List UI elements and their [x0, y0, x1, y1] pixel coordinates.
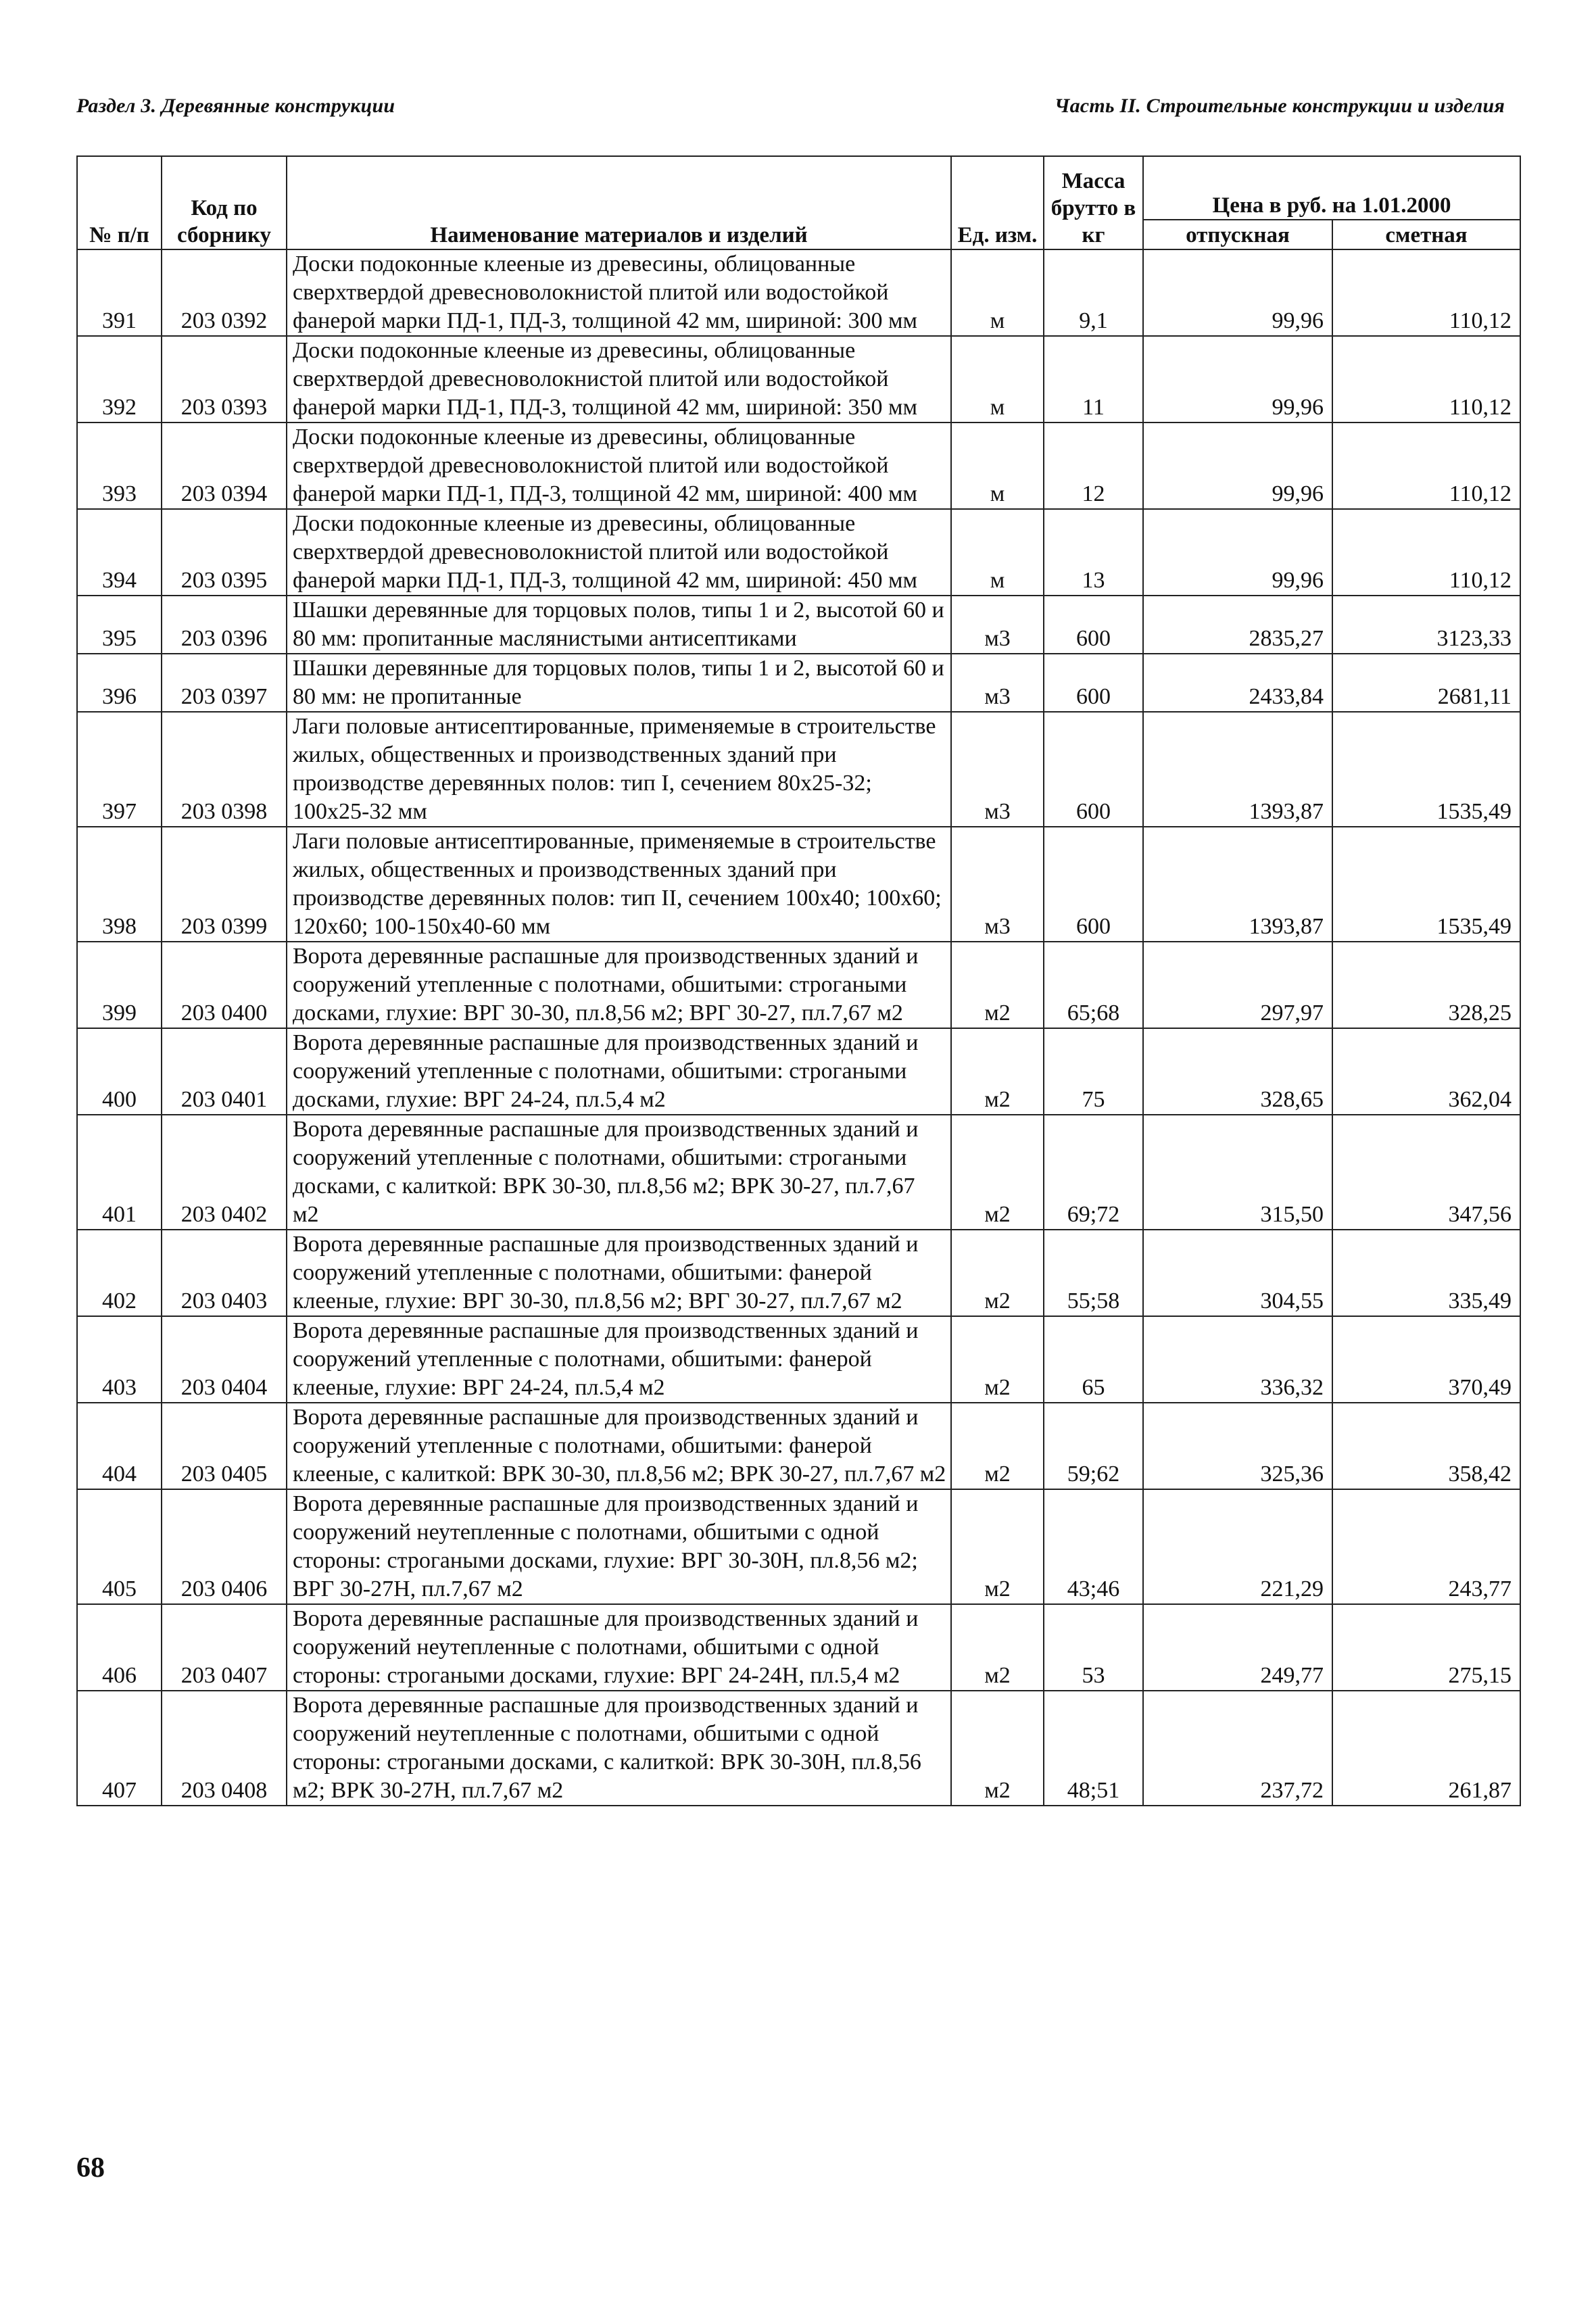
table-body: [77, 249, 1520, 1806]
cell-mass: 13: [1044, 509, 1143, 596]
cell-mass: 65: [1044, 1316, 1143, 1403]
col-header-price-release: отпускная: [1143, 220, 1332, 249]
cell-price-release: 336,32: [1143, 1316, 1332, 1403]
table-row: [77, 942, 1520, 1028]
cell-num: 398: [77, 827, 162, 942]
cell-mass: 65;68: [1044, 942, 1143, 1028]
cell-num: 402: [77, 1230, 162, 1316]
cell-code: 203 0406: [162, 1489, 287, 1604]
table-row: [77, 1691, 1520, 1806]
cell-name: Ворота деревянные распашные для производственных зданий и сооружений утепленные с полотнами, обшитыми: фанерой клееные, с калиткой: ВРК 30-30, пл.8,56 м2; ВРК 30-27, пл.7,67 м2: [287, 1403, 951, 1489]
cell-name: Доски подоконные клееные из древесины, облицованные сверхтвердой древесноволокнистой плитой или водостойкой фанерой марки ПД-1, ПД-3, толщиной 42 мм, шириной: 350 мм: [287, 336, 951, 423]
table-row: [77, 596, 1520, 654]
cell-num: 407: [77, 1691, 162, 1806]
cell-price-release: 99,96: [1143, 249, 1332, 336]
col-header-price-group: Цена в руб. на 1.01.2000: [1143, 156, 1520, 220]
cell-num: 400: [77, 1028, 162, 1115]
cell-unit: м3: [951, 654, 1044, 712]
cell-price-release: 221,29: [1143, 1489, 1332, 1604]
cell-num: 396: [77, 654, 162, 712]
cell-price-estimate: 2681,11: [1332, 654, 1520, 712]
cell-name: Ворота деревянные распашные для производственных зданий и сооружений утепленные с полотнами, обшитыми: фанерой клееные, глухие: ВРГ 24-24, пл.5,4 м2: [287, 1316, 951, 1403]
cell-name: Ворота деревянные распашные для производственных зданий и сооружений утепленные с полотнами, обшитыми: строгаными досками, с калиткой: ВРК 30-30, пл.8,56 м2; ВРК 30-27, пл.7,67 м2: [287, 1115, 951, 1230]
cell-code: 203 0404: [162, 1316, 287, 1403]
cell-price-estimate: 3123,33: [1332, 596, 1520, 654]
cell-code: 203 0396: [162, 596, 287, 654]
col-header-num: № п/п: [77, 156, 162, 249]
cell-code: 203 0398: [162, 712, 287, 827]
cell-price-release: 304,55: [1143, 1230, 1332, 1316]
col-header-unit: Ед. изм.: [951, 156, 1044, 249]
cell-mass: 69;72: [1044, 1115, 1143, 1230]
cell-code: 203 0407: [162, 1604, 287, 1691]
cell-price-estimate: 358,42: [1332, 1403, 1520, 1489]
table-row: [77, 249, 1520, 336]
cell-unit: м: [951, 336, 1044, 423]
page-number: 68: [76, 2152, 105, 2184]
cell-unit: м2: [951, 1403, 1044, 1489]
cell-name: Лаги половые антисептированные, применяемые в строительстве жилых, общественных и производственных зданий при производстве деревянных полов: тип II, сечением 100х40; 100х60; 120х60; 100-150х40-60 мм: [287, 827, 951, 942]
cell-code: 203 0394: [162, 423, 287, 509]
col-header-name: Наименование материалов и изделий: [287, 156, 951, 249]
cell-code: 203 0393: [162, 336, 287, 423]
price-table: [76, 155, 1521, 1806]
table-row: [77, 1403, 1520, 1489]
running-head-section: Раздел 3. Деревянные конструкции: [76, 95, 395, 117]
cell-code: 203 0408: [162, 1691, 287, 1806]
cell-unit: м2: [951, 1115, 1044, 1230]
cell-price-release: 1393,87: [1143, 827, 1332, 942]
cell-price-estimate: 335,49: [1332, 1230, 1520, 1316]
cell-num: 403: [77, 1316, 162, 1403]
table-row: [77, 827, 1520, 942]
table-row: [77, 1489, 1520, 1604]
cell-code: 203 0403: [162, 1230, 287, 1316]
cell-name: Доски подоконные клееные из древесины, облицованные сверхтвердой древесноволокнистой плитой или водостойкой фанерой марки ПД-1, ПД-3, толщиной 42 мм, шириной: 300 мм: [287, 249, 951, 336]
cell-mass: 53: [1044, 1604, 1143, 1691]
cell-mass: 600: [1044, 596, 1143, 654]
cell-unit: м2: [951, 942, 1044, 1028]
cell-code: 203 0400: [162, 942, 287, 1028]
cell-price-release: 1393,87: [1143, 712, 1332, 827]
cell-unit: м: [951, 509, 1044, 596]
cell-num: 395: [77, 596, 162, 654]
cell-num: 399: [77, 942, 162, 1028]
cell-price-release: 99,96: [1143, 423, 1332, 509]
cell-mass: 48;51: [1044, 1691, 1143, 1806]
cell-price-estimate: 275,15: [1332, 1604, 1520, 1691]
cell-price-release: 249,77: [1143, 1604, 1332, 1691]
cell-price-estimate: 110,12: [1332, 509, 1520, 596]
cell-name: Шашки деревянные для торцовых полов, типы 1 и 2, высотой 60 и 80 мм: не пропитанные: [287, 654, 951, 712]
cell-num: 401: [77, 1115, 162, 1230]
cell-unit: м3: [951, 827, 1044, 942]
cell-num: 392: [77, 336, 162, 423]
cell-code: 203 0402: [162, 1115, 287, 1230]
cell-name: Ворота деревянные распашные для производственных зданий и сооружений утепленные с полотнами, обшитыми: строгаными досками, глухие: ВРГ 30-30, пл.8,56 м2; ВРГ 30-27, пл.7,67 м2: [287, 942, 951, 1028]
table-row: [77, 654, 1520, 712]
cell-mass: 9,1: [1044, 249, 1143, 336]
cell-name: Доски подоконные клееные из древесины, облицованные сверхтвердой древесноволокнистой плитой или водостойкой фанерой марки ПД-1, ПД-3, толщиной 42 мм, шириной: 450 мм: [287, 509, 951, 596]
cell-name: Доски подоконные клееные из древесины, облицованные сверхтвердой древесноволокнистой плитой или водостойкой фанерой марки ПД-1, ПД-3, толщиной 42 мм, шириной: 400 мм: [287, 423, 951, 509]
cell-unit: м2: [951, 1230, 1044, 1316]
cell-mass: 55;58: [1044, 1230, 1143, 1316]
cell-unit: м3: [951, 596, 1044, 654]
running-head-part: Часть II. Строительные конструкции и изделия: [1054, 95, 1505, 117]
cell-code: 203 0405: [162, 1403, 287, 1489]
cell-num: 391: [77, 249, 162, 336]
cell-price-estimate: 370,49: [1332, 1316, 1520, 1403]
table-row: [77, 1115, 1520, 1230]
cell-mass: 600: [1044, 654, 1143, 712]
cell-name: Ворота деревянные распашные для производственных зданий и сооружений неутепленные с полотнами, обшитыми с одной стороны: строгаными досками, с калиткой: ВРК 30-30Н, пл.8,56 м2; ВРК 30-27Н, пл.7,67 м2: [287, 1691, 951, 1806]
cell-unit: м: [951, 423, 1044, 509]
cell-code: 203 0397: [162, 654, 287, 712]
cell-name: Шашки деревянные для торцовых полов, типы 1 и 2, высотой 60 и 80 мм: пропитанные маслянистыми антисептиками: [287, 596, 951, 654]
cell-price-release: 2835,27: [1143, 596, 1332, 654]
cell-unit: м3: [951, 712, 1044, 827]
cell-num: 406: [77, 1604, 162, 1691]
cell-name: Ворота деревянные распашные для производственных зданий и сооружений неутепленные с полотнами, обшитыми с одной стороны: строгаными досками, глухие: ВРГ 24-24Н, пл.5,4 м2: [287, 1604, 951, 1691]
cell-price-release: 2433,84: [1143, 654, 1332, 712]
cell-unit: м2: [951, 1028, 1044, 1115]
cell-name: Ворота деревянные распашные для производственных зданий и сооружений утепленные с полотнами, обшитыми: строгаными досками, глухие: ВРГ 24-24, пл.5,4 м2: [287, 1028, 951, 1115]
cell-num: 393: [77, 423, 162, 509]
cell-price-release: 99,96: [1143, 509, 1332, 596]
cell-price-estimate: 1535,49: [1332, 827, 1520, 942]
cell-code: 203 0399: [162, 827, 287, 942]
cell-price-estimate: 362,04: [1332, 1028, 1520, 1115]
cell-mass: 43;46: [1044, 1489, 1143, 1604]
table-row: [77, 1604, 1520, 1691]
table-row: [77, 509, 1520, 596]
col-header-mass: Масса брутто в кг: [1044, 156, 1143, 249]
cell-mass: 600: [1044, 827, 1143, 942]
cell-unit: м2: [951, 1604, 1044, 1691]
cell-num: 397: [77, 712, 162, 827]
cell-price-estimate: 347,56: [1332, 1115, 1520, 1230]
cell-unit: м: [951, 249, 1044, 336]
cell-code: 203 0401: [162, 1028, 287, 1115]
col-header-code: Код по сборнику: [162, 156, 287, 249]
table-row: [77, 1230, 1520, 1316]
cell-price-estimate: 110,12: [1332, 423, 1520, 509]
cell-mass: 600: [1044, 712, 1143, 827]
cell-price-release: 315,50: [1143, 1115, 1332, 1230]
cell-price-release: 325,36: [1143, 1403, 1332, 1489]
cell-price-release: 237,72: [1143, 1691, 1332, 1806]
table-row: [77, 336, 1520, 423]
cell-num: 404: [77, 1403, 162, 1489]
cell-name: Лаги половые антисептированные, применяемые в строительстве жилых, общественных и производственных зданий при производстве деревянных полов: тип I, сечением 80х25-32; 100х25-32 мм: [287, 712, 951, 827]
cell-name: Ворота деревянные распашные для производственных зданий и сооружений неутепленные с полотнами, обшитыми с одной стороны: строгаными досками, глухие: ВРГ 30-30Н, пл.8,56 м2; ВРГ 30-27Н, пл.7,67 м2: [287, 1489, 951, 1604]
table-row: [77, 1028, 1520, 1115]
cell-mass: 59;62: [1044, 1403, 1143, 1489]
cell-price-estimate: 261,87: [1332, 1691, 1520, 1806]
table-row: [77, 1316, 1520, 1403]
cell-name: Ворота деревянные распашные для производственных зданий и сооружений утепленные с полотнами, обшитыми: фанерой клееные, глухие: ВРГ 30-30, пл.8,56 м2; ВРГ 30-27, пл.7,67 м2: [287, 1230, 951, 1316]
table-row: [77, 712, 1520, 827]
cell-mass: 12: [1044, 423, 1143, 509]
cell-price-release: 328,65: [1143, 1028, 1332, 1115]
cell-unit: м2: [951, 1691, 1044, 1806]
cell-price-estimate: 328,25: [1332, 942, 1520, 1028]
cell-price-estimate: 110,12: [1332, 336, 1520, 423]
cell-price-release: 297,97: [1143, 942, 1332, 1028]
table-row: [77, 423, 1520, 509]
cell-code: 203 0395: [162, 509, 287, 596]
cell-price-estimate: 1535,49: [1332, 712, 1520, 827]
cell-price-estimate: 243,77: [1332, 1489, 1520, 1604]
cell-code: 203 0392: [162, 249, 287, 336]
cell-num: 394: [77, 509, 162, 596]
col-header-price-estimate: сметная: [1332, 220, 1520, 249]
table-header: [77, 156, 1520, 249]
cell-price-release: 99,96: [1143, 336, 1332, 423]
cell-price-estimate: 110,12: [1332, 249, 1520, 336]
cell-num: 405: [77, 1489, 162, 1604]
cell-unit: м2: [951, 1489, 1044, 1604]
cell-mass: 75: [1044, 1028, 1143, 1115]
cell-mass: 11: [1044, 336, 1143, 423]
cell-unit: м2: [951, 1316, 1044, 1403]
